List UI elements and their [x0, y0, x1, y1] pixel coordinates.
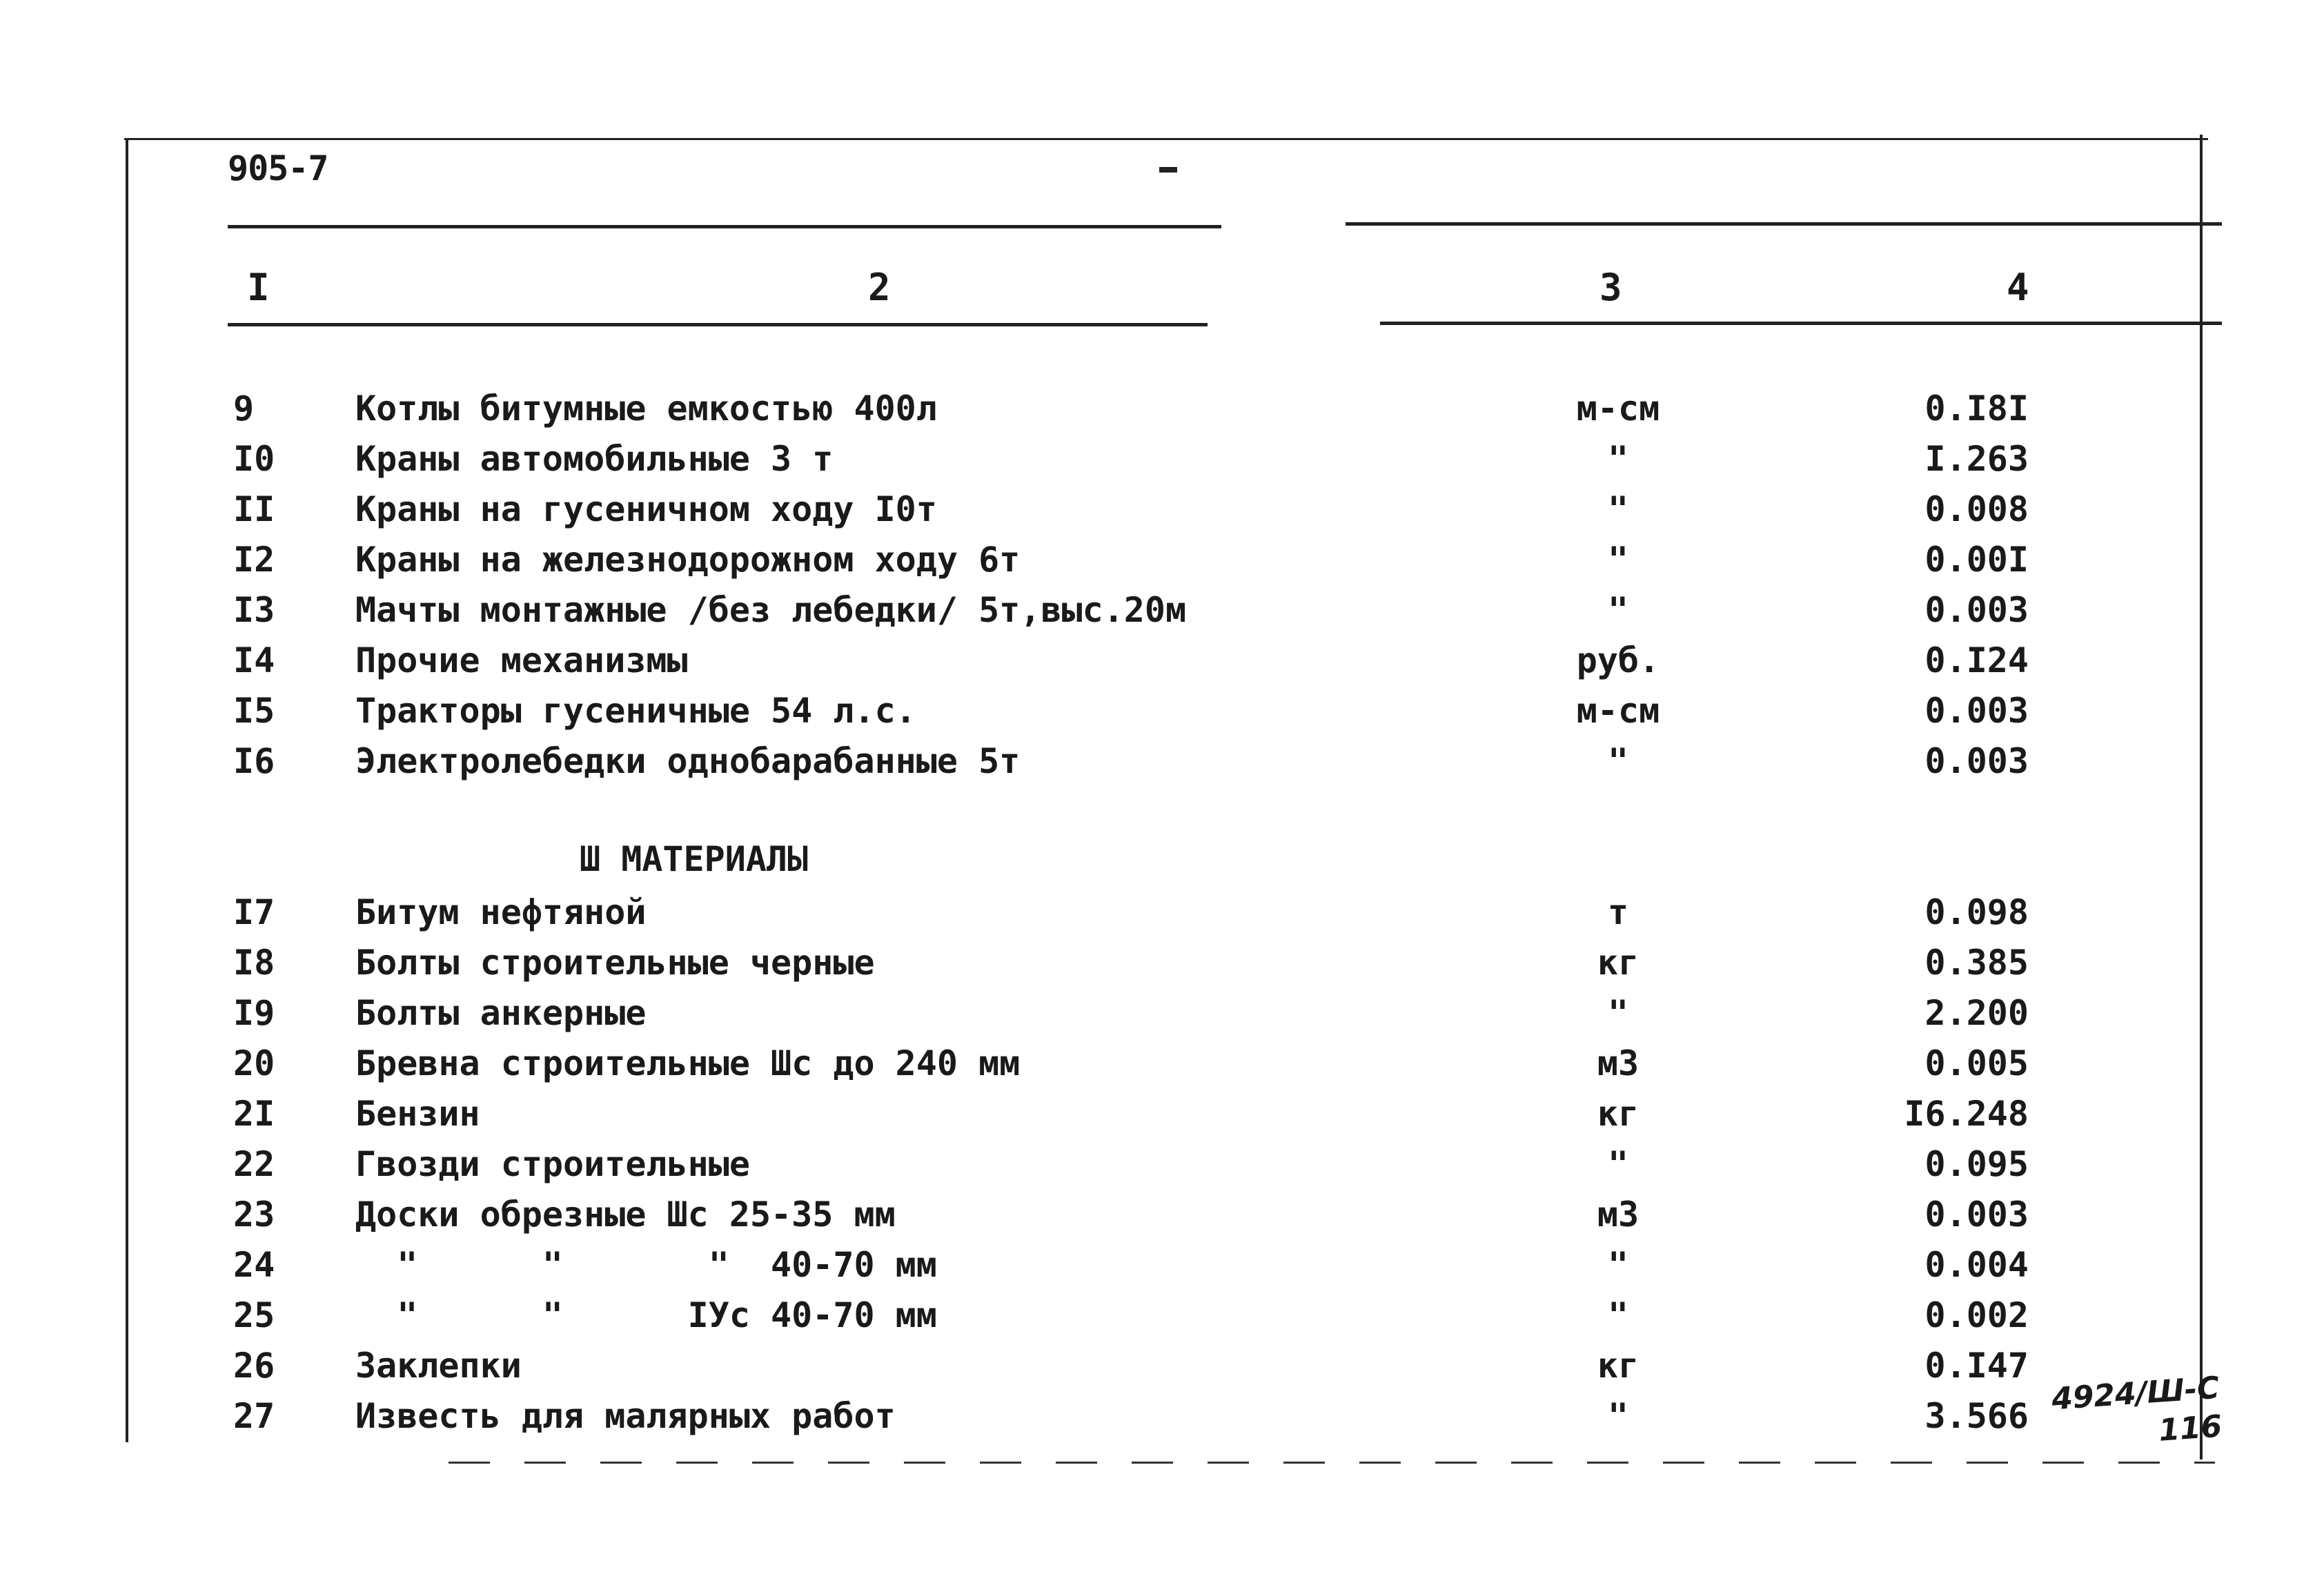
row-quantity: 0.I47 [1924, 1346, 2029, 1386]
row-unit: кг [1597, 1346, 1639, 1386]
table-row [0, 1391, 2324, 1441]
table-row [0, 636, 2324, 685]
column-header-1: I [247, 266, 270, 309]
row-number: 25 [233, 1295, 275, 1335]
row-name: " " IУс 40-70 мм [355, 1295, 937, 1335]
column-header-3: 3 [1599, 266, 1622, 309]
row-name: Котлы битумные емкостью 400л [355, 389, 937, 429]
row-unit: м3 [1597, 1043, 1639, 1083]
table-row [0, 434, 2324, 484]
row-quantity: 0.I8I [1924, 389, 2029, 429]
row-number: 26 [233, 1346, 275, 1386]
row-number: I9 [233, 993, 275, 1033]
row-name: Гвозди строительные [355, 1144, 750, 1184]
row-number: 27 [233, 1396, 275, 1436]
row-quantity: 0.098 [1924, 892, 2029, 932]
row-quantity: 0.008 [1924, 489, 2029, 529]
row-quantity: 0.002 [1924, 1295, 2029, 1335]
table-row [0, 535, 2324, 584]
row-unit: м-см [1576, 691, 1660, 731]
table-row [0, 1240, 2324, 1290]
row-number: 24 [233, 1245, 275, 1285]
row-number: I4 [233, 640, 275, 680]
row-quantity: I6.248 [1904, 1094, 2029, 1134]
row-number: 20 [233, 1043, 275, 1083]
row-name: Краны автомобильные 3 т [355, 439, 834, 479]
row-number: 22 [233, 1144, 275, 1184]
column-header-2: 2 [868, 266, 891, 309]
row-unit: т [1607, 892, 1629, 932]
row-name: Электролебедки однобарабанные 5т [355, 741, 1021, 781]
row-number: 23 [233, 1195, 275, 1235]
column-header-rule-left [228, 323, 1208, 326]
row-quantity: 2.200 [1924, 993, 2029, 1033]
row-name: Прочие механизмы [355, 640, 688, 680]
row-quantity: I.263 [1924, 439, 2029, 479]
row-unit: " [1607, 1396, 1629, 1436]
table-row [0, 887, 2324, 937]
header-dash-mark [1159, 167, 1177, 173]
row-name: Краны на гусеничном ходу I0т [355, 489, 937, 529]
table-row [0, 1290, 2324, 1340]
table-row [0, 585, 2324, 635]
row-quantity: 0.00I [1924, 540, 2029, 580]
row-unit: " [1607, 1144, 1629, 1184]
row-unit: " [1607, 741, 1629, 781]
row-number: I3 [233, 590, 275, 630]
row-unit: м3 [1597, 1195, 1639, 1235]
row-quantity: 0.005 [1924, 1043, 2029, 1083]
row-unit: кг [1597, 943, 1639, 983]
row-number: 2I [233, 1094, 275, 1134]
row-number: I8 [233, 943, 275, 983]
row-unit: кг [1597, 1094, 1639, 1134]
header-rule-right [1346, 222, 2222, 226]
row-number: I7 [233, 892, 275, 932]
row-number: I6 [233, 741, 275, 781]
archive-stamp [2050, 1369, 2223, 1458]
row-name: Болты строительные черные [355, 943, 875, 983]
row-unit: " [1607, 489, 1629, 529]
table-row [0, 1341, 2324, 1390]
row-name: Тракторы гусеничные 54 л.с. [355, 691, 916, 731]
row-quantity: 0.095 [1924, 1144, 2029, 1184]
header-rule-left [228, 225, 1221, 228]
column-header-4: 4 [2007, 266, 2029, 309]
table-row [0, 1190, 2324, 1239]
row-unit: м-см [1576, 389, 1660, 429]
table-row [0, 484, 2324, 534]
table-row [0, 736, 2324, 786]
row-quantity: 0.003 [1924, 590, 2029, 630]
row-unit: " [1607, 590, 1629, 630]
row-unit: " [1607, 439, 1629, 479]
row-name: Болты анкерные [355, 993, 647, 1033]
row-name: Мачты монтажные /без лебедки/ 5т,выс.20м [355, 590, 1187, 630]
stamp-line-1: 4924/Ш-С [2050, 1370, 2220, 1417]
table-row [0, 938, 2324, 987]
row-quantity: 0.I24 [1924, 640, 2029, 680]
table-row [0, 988, 2324, 1038]
row-number: 9 [233, 389, 255, 429]
table-row [0, 1139, 2324, 1189]
row-unit: " [1607, 1245, 1629, 1285]
column-header-rule-right [1380, 322, 2222, 325]
table-row [0, 686, 2324, 736]
row-unit: " [1607, 1295, 1629, 1335]
row-name: Битум нефтяной [355, 892, 647, 932]
row-quantity: 3.566 [1924, 1396, 2029, 1436]
row-number: I5 [233, 691, 275, 731]
table-row [0, 1089, 2324, 1139]
document-code: 905-7 [228, 148, 328, 188]
frame-bottom-dashed-line [449, 1462, 2215, 1464]
row-name: Краны на железнодорожном ходу 6т [355, 540, 1021, 580]
row-number: II [233, 489, 275, 529]
row-name: Бензин [355, 1094, 480, 1134]
frame-top-line [124, 138, 2208, 140]
row-number: I2 [233, 540, 275, 580]
section-title: Ш МАТЕРИАЛЫ [580, 839, 809, 879]
row-number: I0 [233, 439, 275, 479]
table-row [0, 1039, 2324, 1088]
row-name: " " " 40-70 мм [355, 1245, 937, 1285]
row-quantity: 0.003 [1924, 1195, 2029, 1235]
row-quantity: 0.385 [1924, 943, 2029, 983]
row-name: Известь для малярных работ [355, 1396, 896, 1436]
row-name: Бревна строительные Шс до 240 мм [355, 1043, 1021, 1083]
stamp-line-2: 116 [2157, 1408, 2223, 1448]
row-name: Доски обрезные Шс 25-35 мм [355, 1195, 896, 1235]
row-quantity: 0.004 [1924, 1245, 2029, 1285]
row-quantity: 0.003 [1924, 691, 2029, 731]
row-quantity: 0.003 [1924, 741, 2029, 781]
row-unit: руб. [1576, 640, 1660, 680]
row-name: Заклепки [355, 1346, 522, 1386]
table-row [0, 384, 2324, 433]
row-unit: " [1607, 540, 1629, 580]
row-unit: " [1607, 993, 1629, 1033]
